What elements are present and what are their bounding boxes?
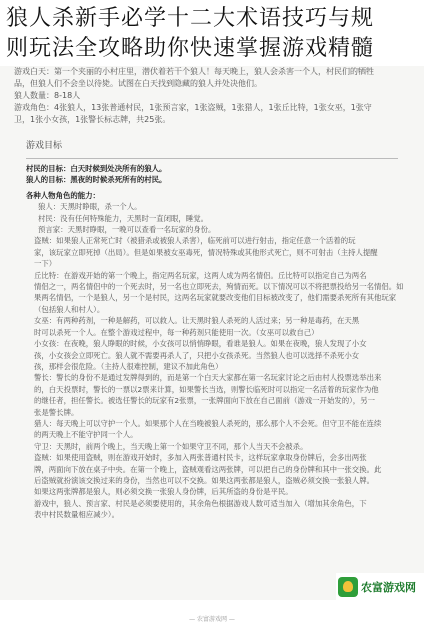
role-line: 时可以杀死一个人。在整个游戏过程中，每一种药剂只能使用一次。（女巫可以救自己） [34, 327, 319, 337]
role-line: 狼人的目标：黑夜的时候杀死所有的村民。 [26, 175, 167, 185]
role-line: 盗贼：如果使用盗贼，则在游戏开始时，多加入两张普通村民卡，这样玩家拿取身份牌后，会多出两张 [34, 453, 367, 463]
role-line: 孩，小女孩会立即死亡。狼人就不需要再杀人了，只把小女孩杀死。当然狼人也可以选择不杀死小女 [34, 350, 360, 360]
intro-line: 游戏角色：4张狼人，13张普通村民，1张预言家，1张盗贼，1张猎人，1张丘比特，1张女巫，1张守 [14, 103, 372, 112]
role-line: （包括狼人和村人）。 [34, 304, 105, 314]
role-line: 家，该玩家立即死掉（出局）。但是如果被女巫毒死，情况特殊或其他形式死亡，则不可射击（主持人提醒 [34, 247, 378, 257]
section-heading: 游戏目标 [26, 141, 63, 151]
document-image [0, 66, 424, 623]
role-line: 丘比特：在游戏开始的第一个晚上，指定两名玩家，这两人成为两名情侣。丘比特可以指定自己为两名 [34, 270, 367, 280]
role-line: 的两天晚上不能守护同一个人。 [34, 430, 138, 440]
role-line: 预言家：天黑时睁眼，一晚可以查看一名玩家的身份。 [38, 225, 216, 235]
role-line: 果两名情侣，一个是狼人，另一个是村民，这两名玩家就要改变他们目标被改变了，他们需要杀死所有其他玩家 [34, 293, 397, 303]
intro-line: 狼人数量：8-18人 [14, 91, 81, 100]
role-line: 牌，两面向下放在桌子中央。在第一个晚上，盗贼观看这两张牌，可以把自己的身份牌和其中一张交换。此 [34, 464, 382, 474]
role-line: 张是警长牌。 [34, 407, 79, 417]
role-line: 如果这两张牌都是狼人，则必须交换一张狼人身份牌，后其所盗的身份是平民。 [34, 487, 293, 497]
role-line: 后盗贼就扮演该交换过来的身份，当然也可以不交换。如果这两张都是狼人，盗贼必须交换一张狼人牌。 [34, 475, 374, 485]
intro-line: 卫，1张小女孩，1张警长标志牌，共25张。 [14, 115, 171, 124]
page-title [0, 0, 424, 64]
intro-block [0, 66, 424, 126]
role-line: 一下） [34, 259, 57, 269]
title-line-2: 则玩法全攻略助你快速掌握游戏精髓 [6, 36, 375, 61]
role-line: 小女孩：在夜晚，狼人睁眼的时候，小女孩可以悄悄睁眼，看谁是狼人。如果在夜晚，狼人发现了小女 [34, 339, 367, 349]
role-line: 的，白天投票时，警长的一票以2票来计算，如果警长当选，则警长临死时可以指定一名活着的玩家作为他 [34, 384, 379, 394]
role-line: 女巫：有两种药剂，一种是解药，可以救人。让天黑时狼人杀死的人活过来；另一种是毒药，在天黑 [34, 316, 360, 326]
role-line: 游戏中，狼人、预言家、村民是必须要使用的，其余角色根据游戏人数可适当加入（增加其余角色，下 [34, 498, 367, 508]
logo-icon [338, 577, 358, 597]
title-line-1: 狼人杀新手必学十二大术语技巧与规 [6, 6, 375, 31]
role-line: 孩，那样会很危险。（主持人很难控制，建议不加此角色） [34, 361, 223, 371]
intro-line: 游戏白天：第一个夹丽的小村庄里，潜伏着若干个狼人！每天晚上，狼人会杀害一个人，村民们的牺牲 [14, 67, 374, 76]
role-line: 盗贼：如果狼人正常死亡时（被猎杀或被狼人杀害），临死前可以进行射击，指定任意一个活着的玩 [34, 236, 356, 246]
role-line: 村民的目标：白天时候到处决所有的狼人。 [26, 164, 167, 173]
logo-text: 农富游戏网 [361, 580, 416, 594]
section-divider [26, 158, 398, 159]
role-line: 各种人物角色的能力： [26, 190, 100, 200]
role-description-list [0, 163, 424, 521]
role-line: 表中村民数量相应减少）。 [34, 510, 119, 520]
document-footer: — 农富游戏网 — [189, 616, 235, 623]
role-line: 守卫：天黑时，前两个晚上，当天晚上第一个如果守卫不同，那个人当天不会被杀。 [34, 441, 308, 451]
role-line: 猎人：每天晚上可以守护一个人。如果那个人在当晚被狼人杀死的，那么那个人不会死。但守卫不能在连续 [34, 418, 382, 428]
role-line: 狼人：天黑时睁眼，杀一个人。 [38, 202, 142, 212]
role-line: 情侣之一，两名情侣中的一个死去时，另一名也立即死去，殉情而死。以下情况可以不将把票投给另一名情侣。如 [34, 282, 404, 292]
intro-line: 品，但狼人们不会坐以待毙。试图在白天找到隐藏的狼人并处决他们。 [14, 79, 262, 88]
role-line: 村民：没有任何特殊能力，天黑时一直闭眼，睡觉。 [38, 213, 208, 223]
role-line: 警长：警长的身份不是通过发牌得到的，而是第一个白天大家都在第一名玩家讨论之后由村人投票选举出来 [34, 373, 382, 383]
site-logo[interactable] [336, 573, 424, 600]
role-line: 的继任者，担任警长。被选任警长的玩家有2张票，一张牌面向下放在自己面前（游戏一开始发的），另一 [34, 396, 375, 406]
